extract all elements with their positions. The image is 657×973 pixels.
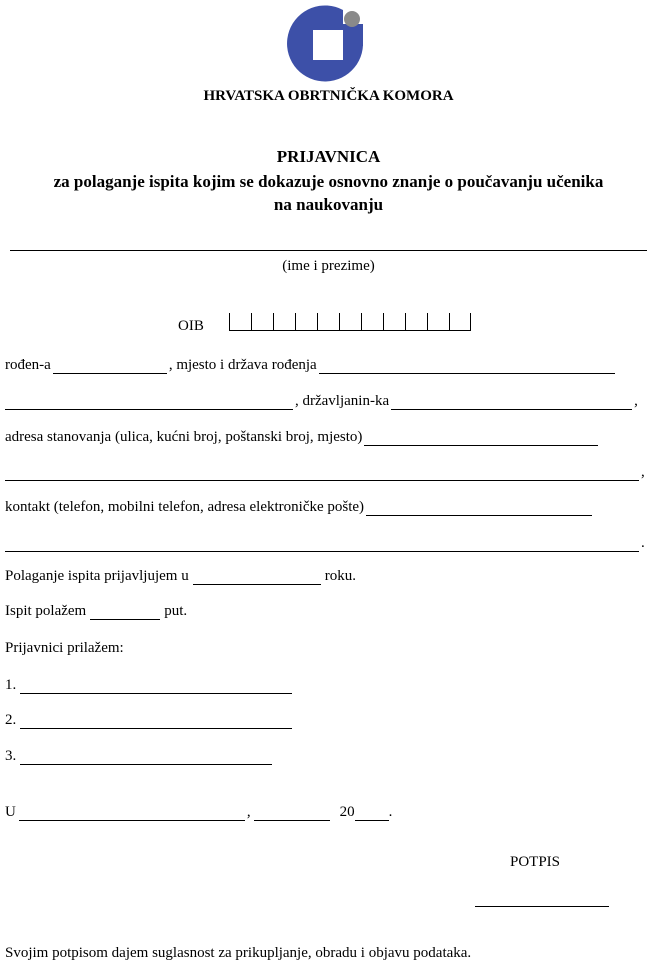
- birthplace-label: , mjesto i država rođenja: [168, 357, 317, 373]
- contact-field[interactable]: [366, 500, 592, 516]
- comma: ,: [641, 464, 645, 480]
- signature-field[interactable]: [475, 906, 609, 907]
- birth-date-field[interactable]: [53, 358, 167, 374]
- period: .: [388, 804, 393, 820]
- attachment-1-field[interactable]: [20, 678, 292, 694]
- oib-field[interactable]: [229, 313, 471, 331]
- attempt-label: Ispit polažem: [5, 603, 87, 619]
- address-field-2[interactable]: [5, 465, 639, 481]
- comma: ,: [246, 804, 251, 820]
- attachment-1-number: 1.: [5, 677, 17, 693]
- exam-term-label: Polaganje ispita prijavljujem u: [5, 568, 189, 584]
- exam-term-field[interactable]: [193, 569, 321, 585]
- contact-field-2[interactable]: [5, 536, 639, 552]
- citizen-label: , državljanin-ka: [295, 393, 390, 409]
- comma: ,: [634, 393, 638, 409]
- attachments-label: Prijavnici prilažem:: [5, 640, 124, 656]
- attempt-suffix: put.: [164, 603, 188, 619]
- attachment-2-field[interactable]: [20, 713, 292, 729]
- consent-text: Svojim potpisom dajem suglasnost za prikupljanje, obradu i objavu podataka.: [5, 945, 472, 961]
- year-prefix: 20: [339, 804, 355, 820]
- name-field[interactable]: [10, 250, 647, 251]
- form-title: PRIJAVNICA: [276, 147, 381, 166]
- form-subtitle: za polaganje ispita kojim se dokazuje osnovno znanje o poučavanju učenika: [53, 172, 604, 191]
- name-caption: (ime i prezime): [282, 258, 375, 274]
- address-label: adresa stanovanja (ulica, kućni broj, poštanski broj, mjesto): [5, 429, 363, 445]
- date-field[interactable]: [254, 805, 330, 821]
- address-field[interactable]: [364, 430, 598, 446]
- attachment-3-number: 3.: [5, 748, 17, 764]
- form-subtitle-2: na naukovanju: [273, 195, 384, 214]
- hok-logo: [285, 2, 365, 88]
- place-field[interactable]: [19, 805, 245, 821]
- citizenship-field[interactable]: [391, 394, 632, 410]
- place-label: U: [5, 804, 16, 820]
- organization-name: HRVATSKA OBRTNIČKA KOMORA: [203, 88, 454, 104]
- birthplace-field[interactable]: [319, 358, 615, 374]
- attachment-3-field[interactable]: [20, 749, 272, 765]
- oib-label: OIB: [178, 318, 204, 334]
- period: .: [641, 535, 645, 551]
- year-field[interactable]: [355, 805, 389, 821]
- attachment-2-number: 2.: [5, 712, 17, 728]
- contact-label: kontakt (telefon, mobilni telefon, adresa elektroničke pošte): [5, 499, 365, 515]
- birthplace-field-2[interactable]: [5, 394, 293, 410]
- attempt-field[interactable]: [90, 604, 160, 620]
- born-label: rođen-a: [5, 357, 51, 373]
- exam-term-suffix: roku.: [324, 568, 356, 584]
- signature-label: POTPIS: [510, 854, 561, 870]
